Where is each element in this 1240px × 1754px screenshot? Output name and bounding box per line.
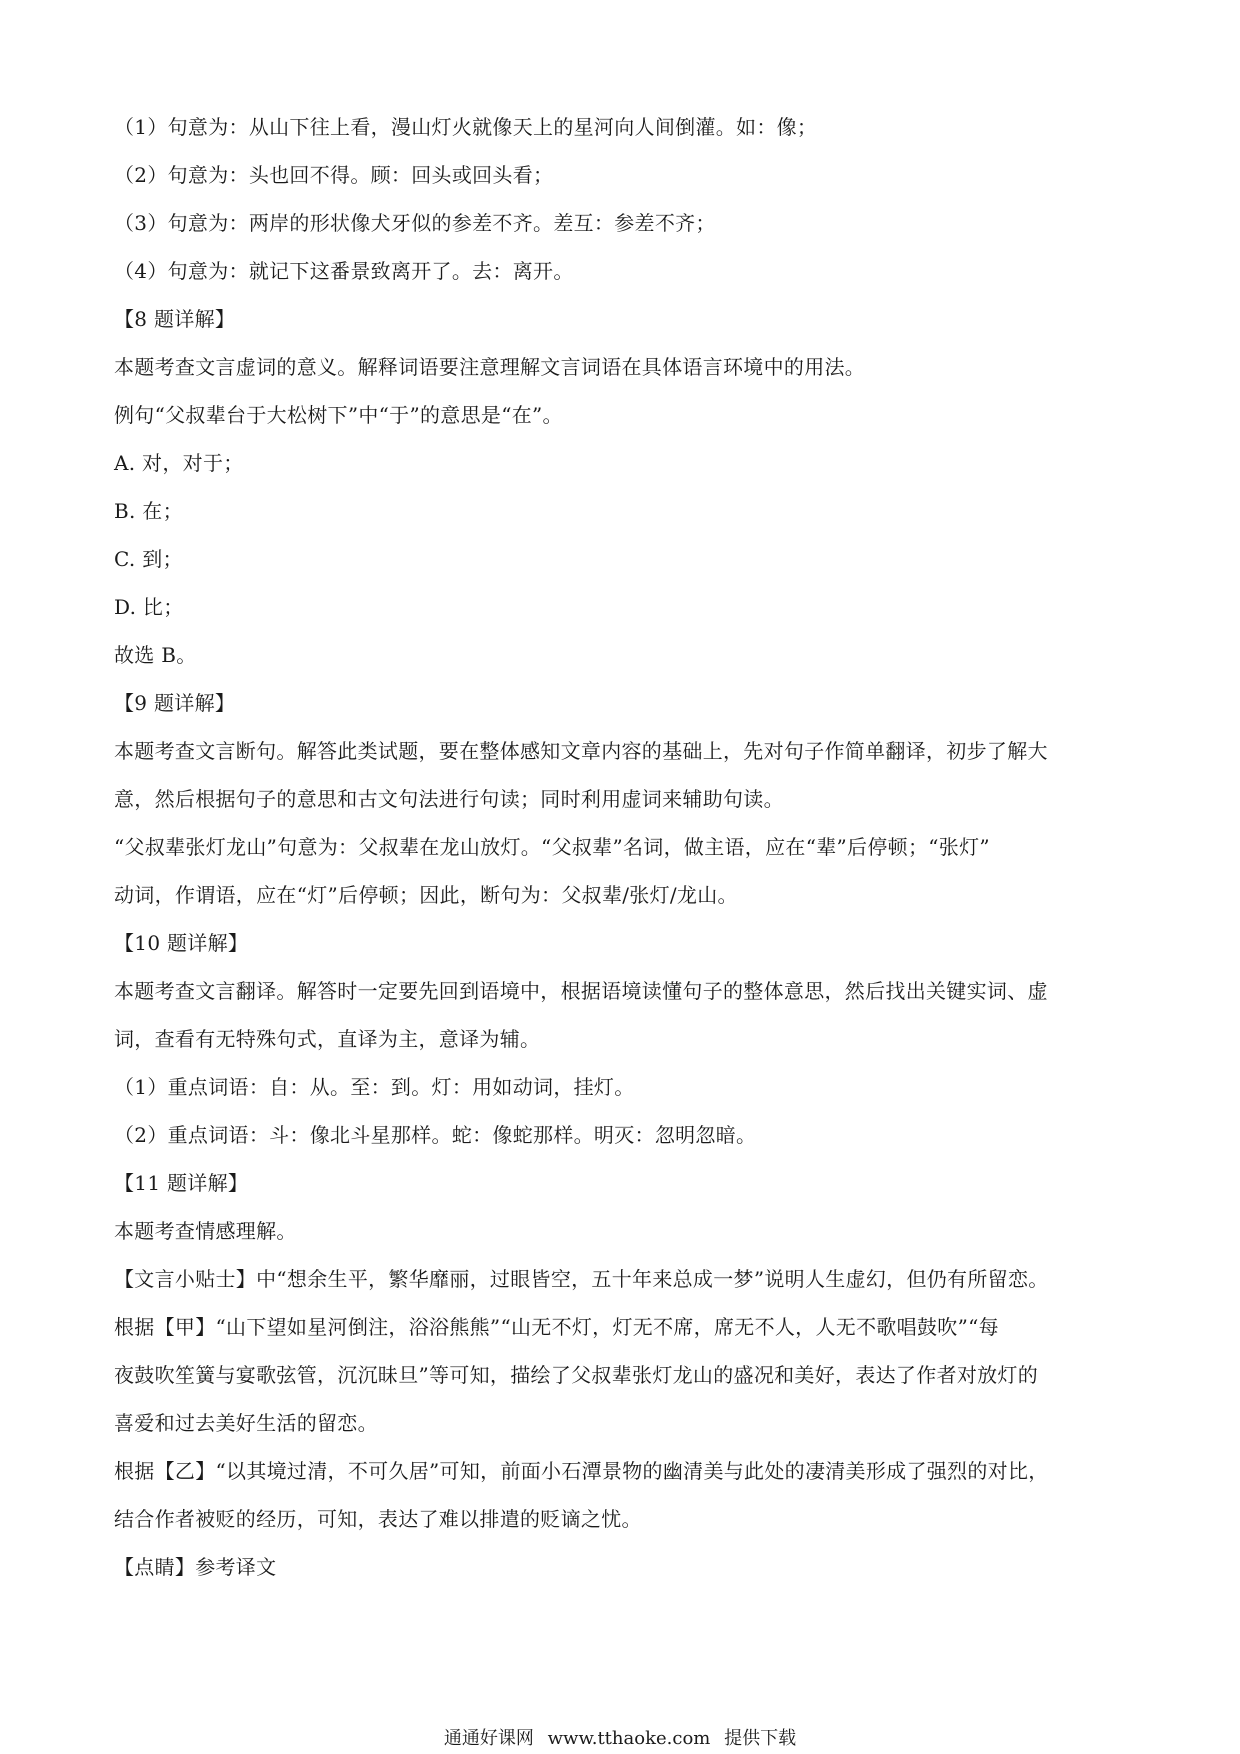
paragraph-line: 本题考查文言翻译。解答时一定要先回到语境中，根据语境读懂句子的整体意思，然后找出关键实词、虚 (114, 979, 1048, 1003)
paragraph-line: 词，查看有无特殊句式，直译为主，意译为辅。 (114, 1027, 541, 1051)
paragraph-line: （2）重点词语：斗：像北斗星那样。蛇：像蛇那样。明灭：忽明忽暗。 (114, 1123, 757, 1147)
paragraph-line: 例句“父叔辈台于大松树下”中“于”的意思是“在”。 (114, 403, 563, 427)
paragraph-line: 结合作者被贬的经历，可知，表达了难以排遣的贬谪之忧。 (114, 1507, 642, 1531)
footer-url: www.tthaoke.com (547, 1728, 711, 1749)
paragraph-line: 动词，作谓语，应在“灯”后停顿；因此，断句为：父叔辈/张灯/龙山。 (114, 883, 738, 907)
footer-site-name: 通通好课网 (443, 1728, 534, 1749)
footer-suffix: 提供下载 (724, 1728, 797, 1749)
page-footer (0, 1728, 1240, 1750)
paragraph-line: 喜爱和过去美好生活的留恋。 (114, 1411, 378, 1435)
answer-line-1: （1）句意为：从山下往上看，漫山灯火就像天上的星河向人间倒灌。如：像； (114, 115, 818, 139)
paragraph-line: “父叔辈张灯龙山”句意为：父叔辈在龙山放灯。“父叔辈”名词，做主语，应在“辈”后停顿；“张灯” (114, 835, 990, 859)
section-heading-10: 【10 题详解】 (114, 931, 249, 955)
option-c: C. 到； (114, 547, 183, 571)
section-heading-9: 【9 题详解】 (114, 691, 236, 715)
paragraph-line: 根据【甲】“山下望如星河倒注，浴浴熊熊”“山无不灯，灯无不席，席无不人，人无不歌唱鼓吹”“每 (114, 1315, 999, 1339)
section-heading-reference: 【点睛】参考译文 (114, 1555, 277, 1579)
answer-line-2: （2）句意为：头也回不得。顾：回头或回头看； (114, 163, 554, 187)
paragraph-line: 本题考查情感理解。 (114, 1219, 297, 1243)
option-d: D. 比； (114, 595, 184, 619)
paragraph-line: 根据【乙】“以其境过清，不可久居”可知，前面小石潭景物的幽清美与此处的凄清美形成了强烈的对比， (114, 1459, 1049, 1483)
answer-choice: 故选 B。 (114, 643, 197, 667)
paragraph-line: 意，然后根据句子的意思和古文句法进行句读；同时利用虚词来辅助句读。 (114, 787, 784, 811)
document-body (114, 103, 1134, 1591)
paragraph-line: （1）重点词语：自：从。至：到。灯：用如动词，挂灯。 (114, 1075, 635, 1099)
answer-line-4: （4）句意为：就记下这番景致离开了。去：离开。 (114, 259, 574, 283)
option-a: A. 对，对于； (114, 451, 244, 475)
section-heading-11: 【11 题详解】 (114, 1171, 249, 1195)
answer-line-3: （3）句意为：两岸的形状像犬牙似的参差不齐。差互：参差不齐； (114, 211, 716, 235)
paragraph-line: 【文言小贴士】中“想余生平，繁华靡丽，过眼皆空，五十年来总成一梦”说明人生虚幻，但仍有所留恋。 (114, 1267, 1049, 1291)
paragraph-line: 夜鼓吹笙簧与宴歌弦管，沉沉昧旦”等可知，描绘了父叔辈张灯龙山的盛况和美好，表达了作者对放灯的 (114, 1363, 1039, 1387)
paragraph-line: 本题考查文言虚词的意义。解释词语要注意理解文言词语在具体语言环境中的用法。 (114, 355, 866, 379)
option-b: B. 在； (114, 499, 183, 523)
paragraph-line: 本题考查文言断句。解答此类试题，要在整体感知文章内容的基础上，先对句子作简单翻译，初步了解大 (114, 739, 1048, 763)
section-heading-8: 【8 题详解】 (114, 307, 236, 331)
